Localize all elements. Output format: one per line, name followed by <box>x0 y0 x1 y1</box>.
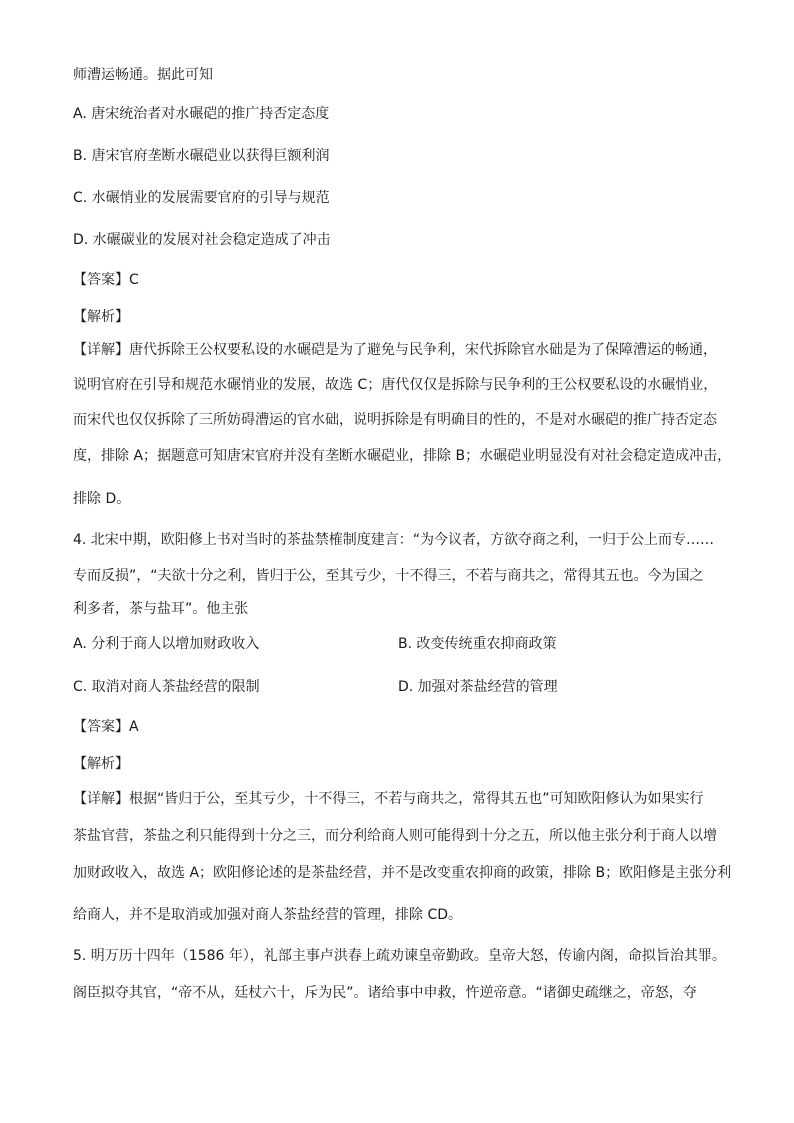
q5-stem-line-2: 阁臣拟夺其官，“帝不从，廷杖六十，斥为民”。诸给事中申救，忤逆帝意。“诸御史疏继之，帝怒，夺 <box>73 985 697 1001</box>
q3-detail-line-3: 而宋代也仅仅拆除了三所妨碍漕运的官水础，说明拆除是有明确目的性的，不是对水碾硙的推广持否定态 <box>73 412 717 428</box>
q4-detail-line-4: 给商人，并不是取消或加强对商人茶盐经营的管理，排除 CD。 <box>73 907 463 923</box>
q4-detail-line-1: 【详解】根据“皆归于公，至其亏少，十不得三，不若与商共之，常得其五也”可知欧阳修认为如果实行 <box>73 791 704 807</box>
q3-detail-line-1: 【详解】唐代拆除王公权要私设的水碾硙是为了避免与民争利，宋代拆除官水础是为了保障漕运的畅通， <box>73 342 717 358</box>
q4-detail-line-2: 茶盐官营，茶盐之利只能得到十分之三，而分利给商人则可能得到十分之五，所以他主张分利于商人以增 <box>73 828 717 844</box>
q3-option-d: D. 水碾碳业的发展对社会稳定造成了冲击 <box>73 232 331 248</box>
q4-answer <box>73 717 139 737</box>
q3-analysis-label: 【解析】 <box>73 309 129 325</box>
q4-option-b: B. 改变传统重农抑商政策 <box>398 636 557 652</box>
q4-analysis-label: 【解析】 <box>73 756 129 772</box>
q3-detail-line-2: 说明官府在引导和规范水碾悄业的发展，故选 C；唐代仅仅是拆除与民争利的王公权要私设的水碾悄业， <box>73 377 718 393</box>
q3-stem-tail: 师漕运畅通。据此可知 <box>73 67 213 83</box>
q4-option-c: C. 取消对商人茶盐经营的限制 <box>73 679 260 695</box>
answer-value: A <box>129 719 139 735</box>
answer-label: 【答案】 <box>73 719 129 735</box>
q4-stem-line-3: 利多者，茶与盐耳”。他主张 <box>73 601 249 617</box>
answer-value: C <box>129 272 139 288</box>
q4-stem-line-1: 4. 北宋中期，欧阳修上书对当时的茶盐禁榷制度建言：“为今议者，方欲夺商之利，一归于公上而专…… <box>73 532 715 548</box>
answer-label: 【答案】 <box>73 272 129 288</box>
q3-option-a: A. 唐宋统治者对水碾硙的推广持否定态度 <box>73 106 330 122</box>
q3-detail-line-5: 排除 D。 <box>73 491 131 507</box>
q4-stem-line-2: 专而反损”，“夫欲十分之利，皆归于公，至其亏少，十不得三，不若与商共之，常得其五也。今为国之 <box>73 568 704 584</box>
q3-answer <box>73 270 139 290</box>
q3-option-c: C. 水碾悄业的发展需要官府的引导与规范 <box>73 190 330 206</box>
q4-detail-line-3: 加财政收入，故选 A；欧阳修论述的是茶盐经营，并不是改变重农抑商的政策，排除 B；欧阳修是主张分利 <box>73 865 732 881</box>
q5-stem-line-1: 5. 明万历十四年（1586 年），礼部主事卢洪春上疏劝谏皇帝勤政。皇帝大怒，传谕内阁，命拟旨治其罪。 <box>73 948 726 964</box>
q3-detail-line-4: 度，排除 A；据题意可知唐宋官府并没有垄断水碾硙业，排除 B；水碾硙业明显没有对社会稳定造成冲击， <box>73 448 732 464</box>
q3-option-b: B. 唐宋官府垄断水碾硙业以获得巨额利润 <box>73 148 330 164</box>
q4-option-a: A. 分利于商人以增加财政收入 <box>73 636 260 652</box>
q4-option-d: D. 加强对茶盐经营的管理 <box>398 679 558 695</box>
